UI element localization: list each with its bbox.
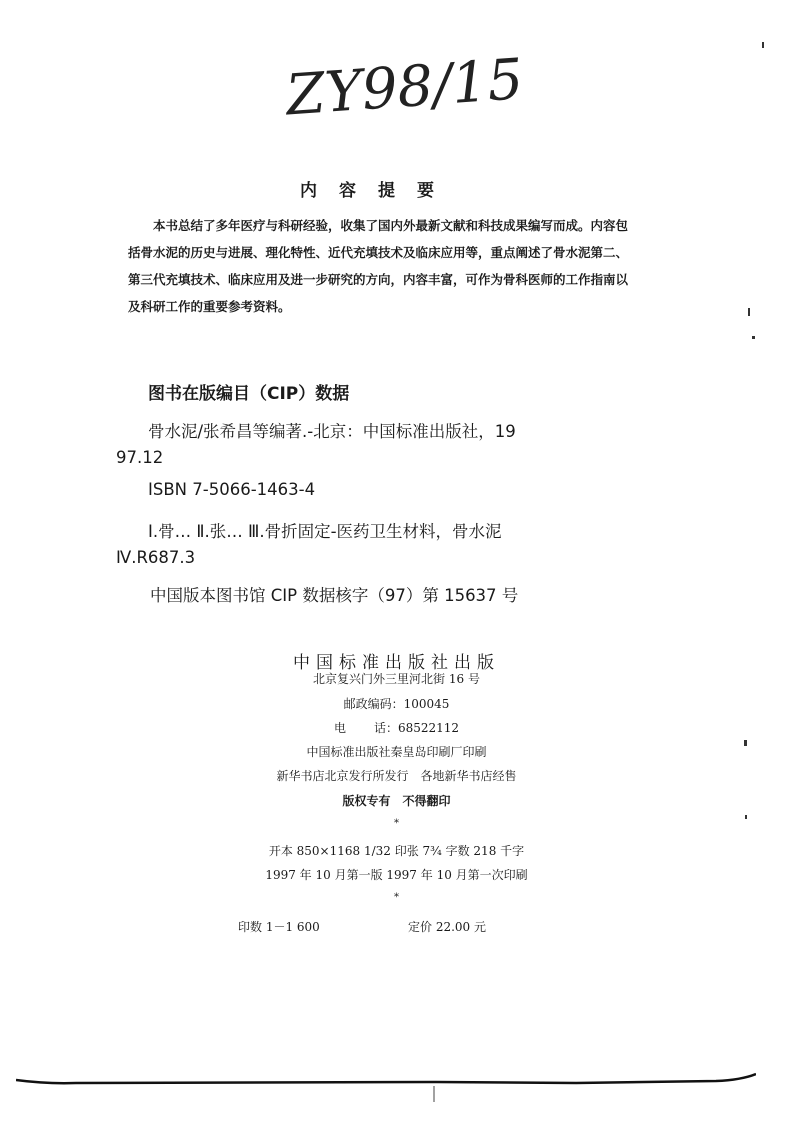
summary-title: 内容提要 xyxy=(300,181,456,201)
phone-number: 话：68522112 xyxy=(373,721,460,735)
publisher-name: 中国标准出版社出版 xyxy=(293,653,500,673)
bottom-scan-edge xyxy=(16,1068,756,1108)
phone-label: 电 xyxy=(333,721,346,735)
cip-line-1: 骨水泥/张希昌等编著.-北京：中国标准出版社，19 xyxy=(148,422,516,441)
cip-line-2: 97.12 xyxy=(116,448,164,467)
cip-classification: Ⅰ.骨… Ⅱ.张… Ⅲ.骨折固定-医药卫生材料，骨水泥 xyxy=(148,522,502,541)
print-run: 印数 1－1 600 xyxy=(238,920,320,934)
handwritten-note xyxy=(278,28,538,128)
copyright-notice: 版权专有 不得翻印 xyxy=(342,794,451,808)
handwritten-note-text: ZY98/15 xyxy=(283,47,526,128)
printer: 中国标准出版社秦皇岛印刷厂印刷 xyxy=(306,745,487,759)
cip-verification: 中国版本图书馆 CIP 数据核字（97）第 15637 号 xyxy=(150,586,519,605)
price: 定价 22.00 元 xyxy=(408,920,486,934)
clc-number: Ⅳ.R687.3 xyxy=(116,548,196,567)
postcode: 邮政编码：100045 xyxy=(343,697,450,711)
scan-speck xyxy=(752,336,755,339)
separator-star-1: * xyxy=(394,818,399,829)
scan-speck xyxy=(744,740,747,746)
book-format: 开本 850×1168 1/32 印张 7¾ 字数 218 千字 xyxy=(268,844,525,858)
edition-info: 1997 年 10 月第一版 1997 年 10 月第一次印刷 xyxy=(265,868,528,882)
publisher-address: 北京复兴门外三里河北街 16 号 xyxy=(313,672,480,686)
summary-paragraph: 本书总结了多年医疗与科研经验，收集了国内外最新文献和科技成果编写而成。内容包括骨水泥的历史与进展、理化特性、近代充填技术及临床应用等，重点阐述了骨水泥第二、第三代充填技术、临床应用及进一步研究的方向，内容丰富，可作为骨科医师的工作指南以及科研工作的重要参考资料。 xyxy=(128,218,629,314)
isbn: ISBN 7-5066-1463-4 xyxy=(148,480,316,499)
distribution: 新华书店北京发行所发行 各地新华书店经售 xyxy=(276,769,517,783)
scan-speck xyxy=(745,815,747,819)
scan-speck xyxy=(748,308,750,316)
cip-heading: 图书在版编目（CIP）数据 xyxy=(148,384,350,404)
scan-speck xyxy=(762,42,764,48)
summary-body xyxy=(128,212,628,320)
phone-row xyxy=(0,719,793,736)
separator-star-2: * xyxy=(394,892,399,903)
